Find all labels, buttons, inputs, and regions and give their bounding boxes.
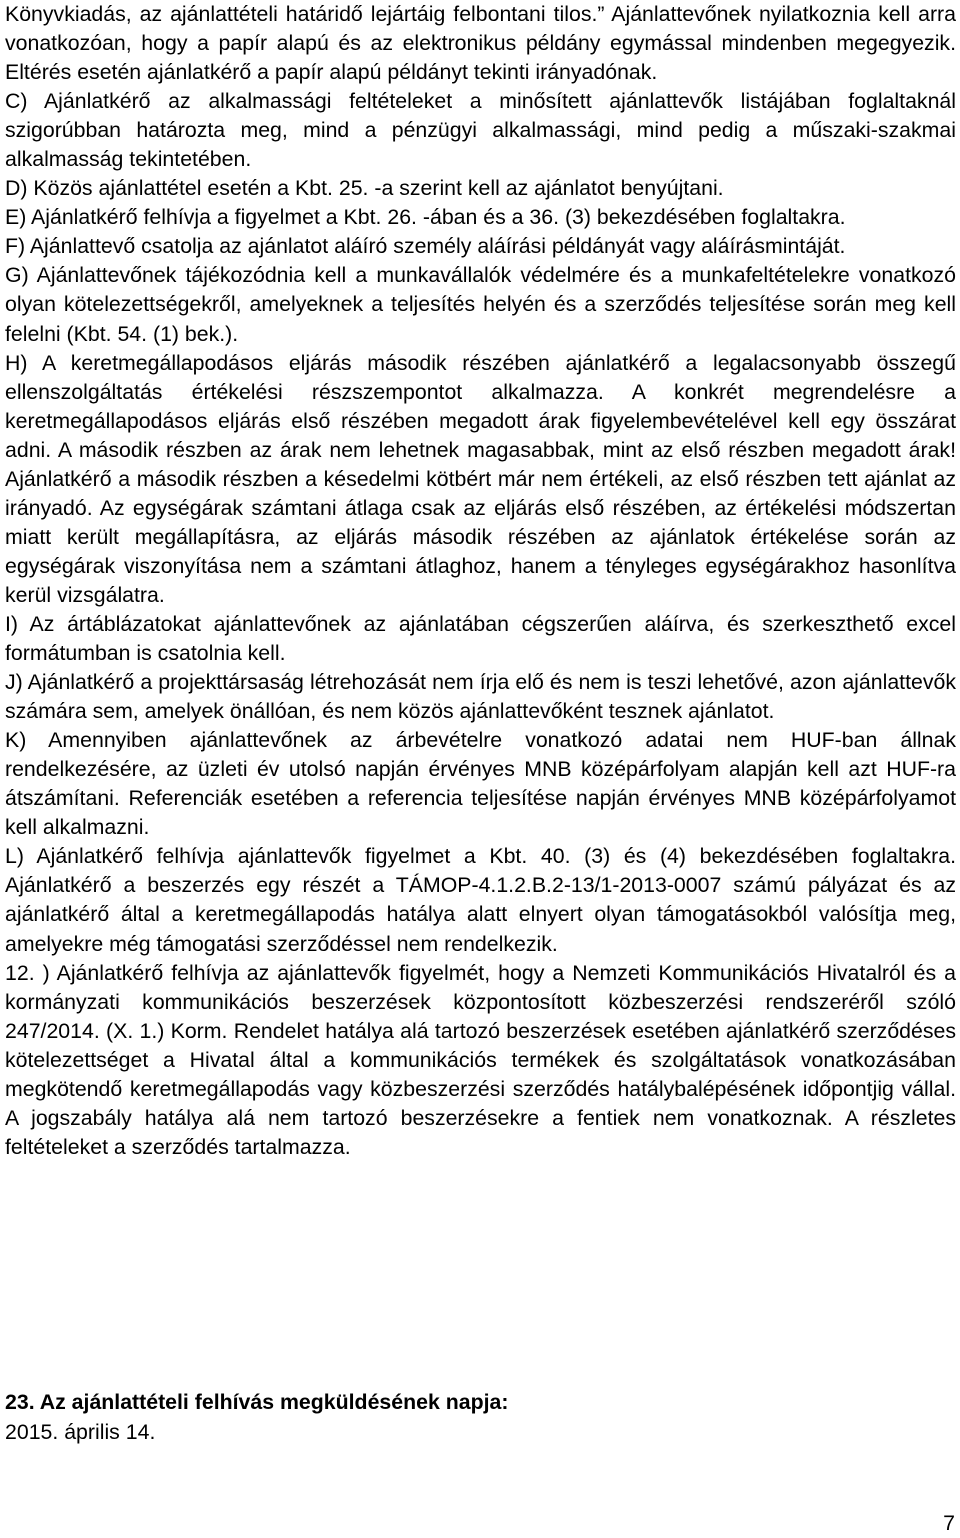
paragraph-h: H) A keretmegállapodásos eljárás második részében ajánlatkérő a legalacsonyabb összegű ellenszolgáltatás értékelési részszempontot alkalmazza. A konkrét megrendelésre a keretmegállapodásos eljárás első részében megadott árak figyelembevételével kell egy összárat adni. A második részben az árak nem lehetnek magasabbak, mint az első részben megadott árak! Ajánlatkérő a második részben a késedelmi kötbért már nem értékeli, az első részben tett ajánlat az irányadó. Az egységárak számtani átlaga csak az eljárás első részében, az értékelési módszertan miatt került megállapításra, az eljárás második részében az ajánlatok értékelése során az egységárak viszonyítása nem a számtani átlaghoz, hanem a tényleges egységárakhoz hasonlítva kerül vizsgálatra. — [5, 350, 956, 607]
section-heading: 23. Az ajánlattételi felhívás megküldésének napja: — [5, 1390, 509, 1414]
paragraph-intro: Könyvkiadás, az ajánlattételi határidő lejártáig felbontani tilos.” Ajánlattevőnek nyilatkoznia kell arra vonatkozóan, hogy a papír alapú és az elektronikus példány egymással mindenben megegyezik. Eltérés esetén ajánlatkérő a papír alapú példányt tekinti irányadónak. — [5, 2, 956, 85]
paragraph-12: 12. ) Ajánlatkérő felhívja az ajánlattevők figyelmét, hogy a Nemzeti Kommunikációs Hivatalról és a kormányzati kommunikációs beszerzések központosított közbeszerzési rendszeréről szóló 247/2014. (X. 1.) Korm. Rendelet hatálya alá tartozó beszerzések esetében ajánlatkérő szerződéses kötelezettséget a Hivatal által a kommunikációs termékek és szolgáltatások vonatkozásában megkötendő keretmegállapodás vagy közbeszerzési szerződés hatálybalépésének időpontjig vállal. A jogszabály hatálya alá nem tartozó beszerzésekre a fentiek nem vonatkoznak. A részletes feltételeket a szerződés tartalmazza. — [5, 960, 956, 1159]
dispatch-date: 2015. április 14. — [5, 1420, 156, 1444]
paragraph-g: G) Ajánlattevőnek tájékozódnia kell a munkavállalók védelmére és a munkafeltételekre vonatkozó olyan kötelezettségekről, amelyeknek a teljesítés helyén és a szerződés teljesítése során meg kell felelni (Kbt. 54. (1) bek.). — [5, 263, 956, 346]
paragraph-d: D) Közös ajánlattétel esetén a Kbt. 25. -a szerint kell az ajánlatot benyújtani. — [5, 176, 724, 201]
paragraph-f: F) Ajánlattevő csatolja az ajánlatot aláíró személy aláírási példányát vagy aláírásmintáját. — [5, 234, 846, 259]
paragraph-k: K) Amennyiben ajánlattevőnek az árbevételre vonatkozó adatai nem HUF-ban állnak rendelkezésére, az üzleti év utolsó napján érvényes MNB középárfolyam alapján kell azt HUF-ra átszámítani. Referenciák esetében a referencia teljesítése napján érvényes MNB középárfolyamot kell alkalmazni. — [5, 728, 956, 840]
paragraph-c: C) Ajánlatkérő az alkalmassági feltételeket a minősített ajánlattevők listájában foglaltaknál szigorúbban határozta meg, mind a pénzügyi alkalmassági, mind pedig a műszaki-szakmai alkalmasság tekintetében. — [5, 89, 956, 172]
paragraph-e: E) Ajánlatkérő felhívja a figyelmet a Kbt. 26. -ában és a 36. (3) bekezdésében foglaltakra. — [5, 205, 846, 230]
page-number: 7 — [943, 1511, 955, 1535]
paragraph-l: L) Ajánlatkérő felhívja ajánlattevők figyelmet a Kbt. 40. (3) és (4) bekezdésében foglaltakra. Ajánlatkérő a beszerzés egy részét a TÁMOP-4.1.2.B.2-13/1-2013-0007 számú pályázat és az ajánlatkérő által a keretmegállapodás hatálya alatt elnyert olyan támogatásokból valósítja meg, amelyekre még támogatási szerződéssel nem rendelkezik. — [5, 844, 956, 956]
document-page — [5, 0, 956, 1162]
paragraph-j: J) Ajánlatkérő a projekttársaság létrehozását nem írja elő és nem is teszi lehetővé, azon ajánlattevők számára sem, amelyek önállóan, és nem közös ajánlattevőként tesznek ajánlatot. — [5, 670, 956, 724]
paragraph-i: I) Az ártáblázatokat ajánlattevőnek az ajánlatában cégszerűen aláírva, és szerkeszthető excel formátumban is csatolnia kell. — [5, 611, 956, 666]
